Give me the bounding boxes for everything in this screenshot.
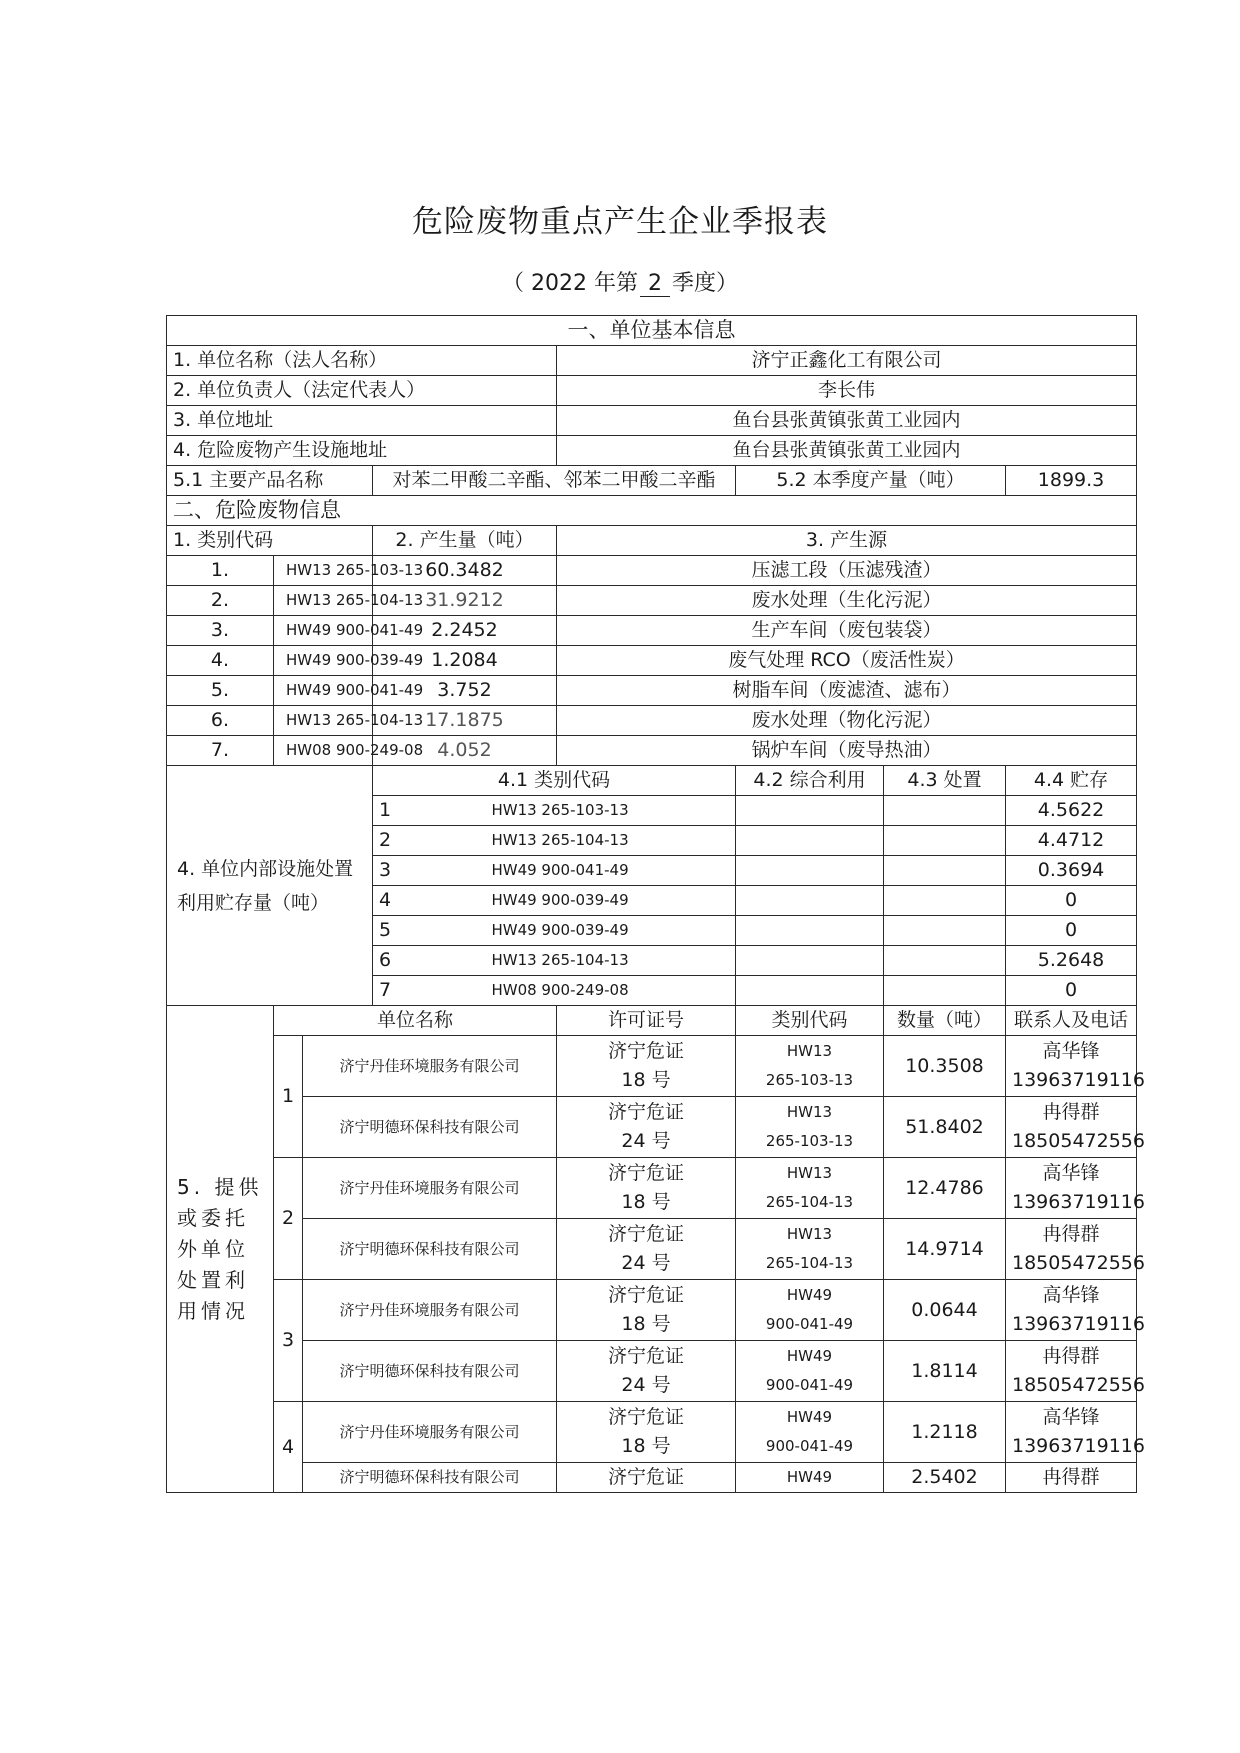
storage-code-text: HW13 265-104-13 xyxy=(491,831,629,850)
col-header-quantity: 数量（吨） xyxy=(884,1006,1006,1036)
disposal-code xyxy=(736,1158,884,1219)
permit-line2: 24 号 xyxy=(621,1374,671,1396)
storage-use xyxy=(736,856,884,886)
disposal-permit xyxy=(557,1463,736,1493)
storage-code-text: HW13 265-104-13 xyxy=(491,951,629,970)
col-header-permit: 许可证号 xyxy=(557,1006,736,1036)
storage-use xyxy=(736,796,884,826)
disposal-quantity: 0.0644 xyxy=(884,1280,1006,1341)
contact-phone: 13963719116 xyxy=(1012,1313,1145,1335)
waste-code: HW13 265-103-13 xyxy=(274,556,373,586)
section1-title-row xyxy=(167,316,1137,346)
waste-source: 生产车间（废包装袋） xyxy=(557,616,1137,646)
storage-row-number: 6 xyxy=(379,949,392,972)
disposal-contact xyxy=(1006,1219,1145,1280)
permit-line1: 济宁危证 xyxy=(607,1040,684,1062)
waste-source: 废气处理 RCO（废活性炭） xyxy=(557,646,1137,676)
storage-store: 5.2648 xyxy=(1006,946,1137,976)
code-line2: 900-041-49 xyxy=(765,1376,854,1394)
permit-line2: 18 号 xyxy=(621,1313,671,1335)
code-line1: HW49 xyxy=(786,1347,833,1365)
disposal-row xyxy=(167,1097,1137,1158)
section4-label: 4. 单位内部设施处置利用贮存量（吨） xyxy=(167,766,373,1006)
storage-dispose xyxy=(884,916,1006,946)
disposal-code xyxy=(736,1097,884,1158)
waste-row xyxy=(167,706,1137,736)
permit-line1: 济宁危证 xyxy=(607,1406,684,1428)
disposal-permit xyxy=(557,1036,736,1097)
permit-line1: 济宁危证 xyxy=(607,1223,684,1245)
disposal-group-number: 3 xyxy=(274,1280,303,1402)
basic-info-label: 4. 危险废物产生设施地址 xyxy=(167,436,557,466)
storage-row-number: 5 xyxy=(379,919,392,942)
storage-dispose xyxy=(884,826,1006,856)
col-header-source: 3. 产生源 xyxy=(557,526,1137,556)
permit-line1: 济宁危证 xyxy=(607,1101,684,1123)
permit-line1: 济宁危证 xyxy=(607,1466,684,1488)
storage-store: 4.5622 xyxy=(1006,796,1137,826)
output-label: 5.2 本季度产量（吨） xyxy=(736,466,1006,496)
waste-row xyxy=(167,556,1137,586)
code-line1: HW13 xyxy=(786,1042,833,1060)
basic-info-row xyxy=(167,436,1137,466)
waste-row-number: 4. xyxy=(167,646,274,676)
disposal-group-number: 2 xyxy=(274,1158,303,1280)
subtitle-suffix: 季度） xyxy=(671,271,738,296)
contact-name: 冉得群 xyxy=(1042,1466,1100,1488)
permit-line2: 18 号 xyxy=(621,1069,671,1091)
disposal-company: 济宁明德环保科技有限公司 xyxy=(303,1341,557,1402)
waste-row xyxy=(167,646,1137,676)
disposal-code xyxy=(736,1280,884,1341)
basic-info-label: 1. 单位名称（法人名称） xyxy=(167,346,557,376)
disposal-group-number: 1 xyxy=(274,1036,303,1158)
col-header-amount: 2. 产生量（吨） xyxy=(373,526,557,556)
waste-amount: 31.9212 xyxy=(373,586,557,616)
contact-phone: 13963719116 xyxy=(1012,1191,1145,1213)
storage-row-number: 2 xyxy=(379,829,392,852)
storage-code-text: HW08 900-249-08 xyxy=(491,981,629,1000)
disposal-quantity: 12.4786 xyxy=(884,1158,1006,1219)
basic-info-value: 鱼台县张黄镇张黄工业园内 xyxy=(557,406,1137,436)
storage-row-number: 1 xyxy=(379,799,392,822)
disposal-company: 济宁明德环保科技有限公司 xyxy=(303,1463,557,1493)
section5-label: 5. 提供或委托外单位处置利用情况 xyxy=(167,1006,274,1493)
waste-row-number: 5. xyxy=(167,676,274,706)
storage-dispose xyxy=(884,856,1006,886)
basic-info-row xyxy=(167,346,1137,376)
disposal-contact xyxy=(1006,1402,1145,1463)
disposal-contact xyxy=(1006,1341,1145,1402)
basic-info-value: 李长伟 xyxy=(557,376,1137,406)
disposal-code xyxy=(736,1341,884,1402)
waste-amount: 2.2452 xyxy=(373,616,557,646)
disposal-quantity: 2.5402 xyxy=(884,1463,1006,1493)
waste-code: HW08 900-249-08 xyxy=(274,736,373,766)
disposal-company: 济宁丹佳环境服务有限公司 xyxy=(303,1280,557,1341)
waste-row-number: 6. xyxy=(167,706,274,736)
col-header-dispose: 4.3 处置 xyxy=(884,766,1006,796)
waste-row-number: 7. xyxy=(167,736,274,766)
waste-code: HW13 265-104-13 xyxy=(274,586,373,616)
product-value: 对苯二甲酸二辛酯、邻苯二甲酸二辛酯 xyxy=(373,466,736,496)
waste-code: HW49 900-041-49 xyxy=(274,616,373,646)
waste-row-number: 3. xyxy=(167,616,274,646)
storage-row-number: 4 xyxy=(379,889,392,912)
disposal-permit xyxy=(557,1341,736,1402)
disposal-contact xyxy=(1006,1097,1145,1158)
contact-phone: 18505472556 xyxy=(1012,1130,1145,1152)
waste-row-number: 1. xyxy=(167,556,274,586)
storage-store: 0 xyxy=(1006,976,1137,1006)
waste-amount: 4.052 xyxy=(373,736,557,766)
disposal-permit xyxy=(557,1280,736,1341)
waste-row xyxy=(167,586,1137,616)
storage-code-text: HW13 265-103-13 xyxy=(491,801,629,820)
report-table xyxy=(166,315,1145,1493)
storage-row-number: 3 xyxy=(379,859,392,882)
disposal-contact xyxy=(1006,1158,1145,1219)
disposal-row xyxy=(167,1036,1137,1097)
waste-amount: 1.2084 xyxy=(373,646,557,676)
code-line1: HW13 xyxy=(786,1103,833,1121)
storage-use xyxy=(736,826,884,856)
storage-dispose xyxy=(884,796,1006,826)
code-line2: 900-041-49 xyxy=(765,1437,854,1455)
permit-line2: 18 号 xyxy=(621,1435,671,1457)
storage-row-number: 7 xyxy=(379,979,392,1002)
section1-title: 一、单位基本信息 xyxy=(167,316,1137,346)
disposal-row xyxy=(167,1219,1137,1280)
code-line2: 900-041-49 xyxy=(765,1315,854,1333)
col-header-code: 4.1 类别代码 xyxy=(373,766,736,796)
disposal-row xyxy=(167,1280,1137,1341)
code-line1: HW49 xyxy=(786,1408,833,1426)
storage-dispose xyxy=(884,886,1006,916)
disposal-quantity: 10.3508 xyxy=(884,1036,1006,1097)
col-header-use: 4.2 综合利用 xyxy=(736,766,884,796)
permit-line1: 济宁危证 xyxy=(607,1284,684,1306)
waste-row xyxy=(167,676,1137,706)
waste-source: 废水处理（生化污泥） xyxy=(557,586,1137,616)
disposal-quantity: 1.8114 xyxy=(884,1341,1006,1402)
code-line2: 265-104-13 xyxy=(765,1193,854,1211)
disposal-contact xyxy=(1006,1280,1145,1341)
basic-info-row xyxy=(167,406,1137,436)
waste-source: 压滤工段（压滤残渣） xyxy=(557,556,1137,586)
waste-code: HW49 900-039-49 xyxy=(274,646,373,676)
permit-line1: 济宁危证 xyxy=(607,1345,684,1367)
waste-source: 废水处理（物化污泥） xyxy=(557,706,1137,736)
disposal-contact xyxy=(1006,1036,1145,1097)
section5-header-row xyxy=(167,1006,1137,1036)
code-line2: 265-104-13 xyxy=(765,1254,854,1272)
permit-line2: 24 号 xyxy=(621,1130,671,1152)
storage-code xyxy=(373,886,736,916)
contact-name: 高华锋 xyxy=(1042,1406,1100,1428)
contact-phone: 13963719116 xyxy=(1012,1069,1145,1091)
disposal-permit xyxy=(557,1097,736,1158)
disposal-code xyxy=(736,1463,884,1493)
output-value: 1899.3 xyxy=(1006,466,1137,496)
contact-name: 冉得群 xyxy=(1042,1101,1100,1123)
contact-name: 高华锋 xyxy=(1042,1040,1100,1062)
waste-amount: 3.752 xyxy=(373,676,557,706)
col-header-code: 类别代码 xyxy=(736,1006,884,1036)
storage-code-text: HW49 900-039-49 xyxy=(491,891,629,910)
quarter-number: 2 xyxy=(640,271,670,297)
disposal-company: 济宁丹佳环境服务有限公司 xyxy=(303,1402,557,1463)
basic-info-value: 鱼台县张黄镇张黄工业园内 xyxy=(557,436,1137,466)
disposal-company: 济宁丹佳环境服务有限公司 xyxy=(303,1158,557,1219)
waste-row xyxy=(167,616,1137,646)
disposal-quantity: 1.2118 xyxy=(884,1402,1006,1463)
disposal-company: 济宁丹佳环境服务有限公司 xyxy=(303,1036,557,1097)
waste-source: 树脂车间（废滤渣、滤布） xyxy=(557,676,1137,706)
page-title: 危险废物重点产生企业季报表 xyxy=(412,204,828,240)
disposal-group-number: 4 xyxy=(274,1402,303,1493)
disposal-code xyxy=(736,1036,884,1097)
disposal-permit xyxy=(557,1402,736,1463)
storage-code xyxy=(373,946,736,976)
permit-line2: 24 号 xyxy=(621,1252,671,1274)
storage-code xyxy=(373,796,736,826)
disposal-code xyxy=(736,1219,884,1280)
section2-header-row xyxy=(167,526,1137,556)
disposal-permit xyxy=(557,1219,736,1280)
disposal-code xyxy=(736,1402,884,1463)
contact-name: 高华锋 xyxy=(1042,1162,1100,1184)
storage-store: 0 xyxy=(1006,916,1137,946)
storage-use xyxy=(736,886,884,916)
basic-info-value: 济宁正鑫化工有限公司 xyxy=(557,346,1137,376)
page-subtitle xyxy=(0,266,1240,297)
disposal-contact xyxy=(1006,1463,1137,1493)
storage-use xyxy=(736,916,884,946)
waste-row xyxy=(167,736,1137,766)
disposal-company: 济宁明德环保科技有限公司 xyxy=(303,1219,557,1280)
storage-store: 0.3694 xyxy=(1006,856,1137,886)
waste-row-number: 2. xyxy=(167,586,274,616)
disposal-row xyxy=(167,1463,1137,1493)
disposal-company: 济宁明德环保科技有限公司 xyxy=(303,1097,557,1158)
waste-amount: 60.3482 xyxy=(373,556,557,586)
product-label: 5.1 主要产品名称 xyxy=(167,466,373,496)
storage-code xyxy=(373,976,736,1006)
disposal-quantity: 51.8402 xyxy=(884,1097,1006,1158)
disposal-row xyxy=(167,1341,1137,1402)
product-row xyxy=(167,466,1137,496)
storage-use xyxy=(736,976,884,1006)
waste-source: 锅炉车间（废导热油） xyxy=(557,736,1137,766)
section2-title-row xyxy=(167,496,1137,526)
code-line1: HW13 xyxy=(786,1164,833,1182)
disposal-row xyxy=(167,1158,1137,1219)
contact-name: 高华锋 xyxy=(1042,1284,1100,1306)
storage-use xyxy=(736,946,884,976)
permit-line2: 18 号 xyxy=(621,1191,671,1213)
subtitle-prefix: （ 2022 年第 xyxy=(502,271,638,296)
code-line1: HW49 xyxy=(786,1286,833,1304)
code-line1: HW49 xyxy=(786,1468,833,1486)
storage-code xyxy=(373,826,736,856)
basic-info-row xyxy=(167,376,1137,406)
basic-info-label: 3. 单位地址 xyxy=(167,406,557,436)
basic-info-label: 2. 单位负责人（法定代表人） xyxy=(167,376,557,406)
storage-code-text: HW49 900-041-49 xyxy=(491,861,629,880)
storage-store: 0 xyxy=(1006,886,1137,916)
storage-dispose xyxy=(884,946,1006,976)
contact-phone: 13963719116 xyxy=(1012,1435,1145,1457)
storage-dispose xyxy=(884,976,1006,1006)
contact-name: 冉得群 xyxy=(1042,1223,1100,1245)
code-line2: 265-103-13 xyxy=(765,1071,854,1089)
code-line1: HW13 xyxy=(786,1225,833,1243)
disposal-quantity: 14.9714 xyxy=(884,1219,1006,1280)
waste-code: HW49 900-041-49 xyxy=(274,676,373,706)
section4-header-row xyxy=(167,766,1137,796)
contact-name: 冉得群 xyxy=(1042,1345,1100,1367)
disposal-permit xyxy=(557,1158,736,1219)
waste-amount: 17.1875 xyxy=(373,706,557,736)
waste-code: HW13 265-104-13 xyxy=(274,706,373,736)
storage-code xyxy=(373,856,736,886)
section2-title: 二、危险废物信息 xyxy=(167,496,1137,526)
col-header-code: 1. 类别代码 xyxy=(167,526,373,556)
storage-code-text: HW49 900-039-49 xyxy=(491,921,629,940)
col-header-contact: 联系人及电话 xyxy=(1006,1006,1137,1036)
col-header-company: 单位名称 xyxy=(274,1006,557,1036)
disposal-row xyxy=(167,1402,1137,1463)
storage-store: 4.4712 xyxy=(1006,826,1137,856)
permit-line1: 济宁危证 xyxy=(607,1162,684,1184)
contact-phone: 18505472556 xyxy=(1012,1252,1145,1274)
storage-code xyxy=(373,916,736,946)
contact-phone: 18505472556 xyxy=(1012,1374,1145,1396)
code-line2: 265-103-13 xyxy=(765,1132,854,1150)
col-header-store: 4.4 贮存 xyxy=(1006,766,1137,796)
